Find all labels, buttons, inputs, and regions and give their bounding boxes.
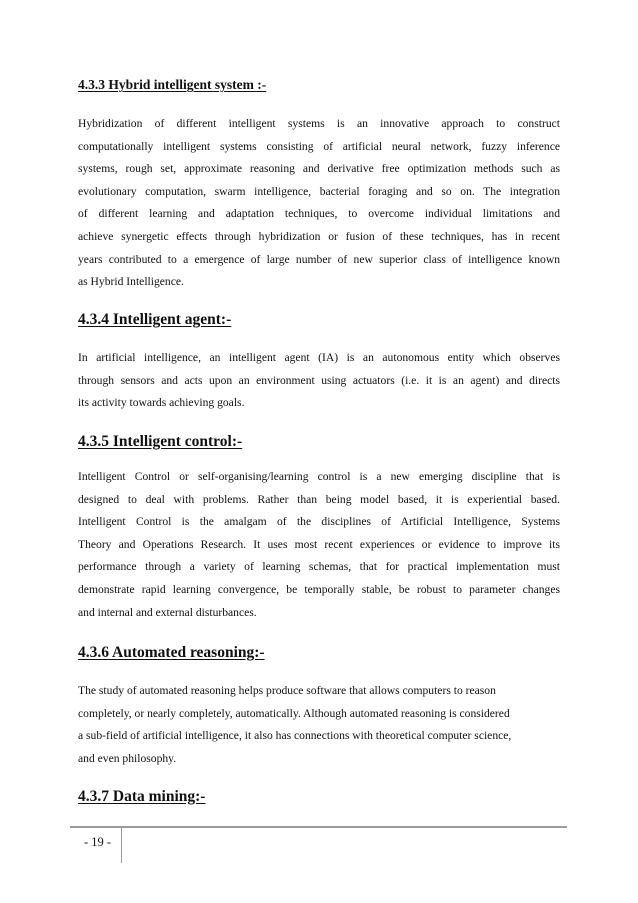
paragraph-line: Hybridization of different intelligent systems is an innovative approach to construct [78,117,560,130]
paragraph-automated-reasoning [78,680,560,770]
footer-divider [121,827,122,863]
paragraph-intelligent-agent [78,347,560,415]
paragraph-line: computationally intelligent systems consisting of artificial neural network, fuzzy inference [78,139,560,153]
paragraph-line: demonstrate rapid learning convergence, be temporally stable, be robust to parameter changes [78,582,560,596]
paragraph-line: performance through a variety of learning schemas, that for practical implementation must [78,560,560,574]
paragraph-line: a sub-field of artificial intelligence, it also has connections with theoretical computer science, [78,729,512,743]
paragraph-intelligent-control [78,466,560,624]
paragraph-hybrid-intelligent-system [78,113,560,294]
paragraph-line: of different learning and adaptation techniques, to overcome individual limitations and [78,207,560,221]
paragraph-line: achieve synergetic effects through hybridization or fusion of these techniques, has in recent [78,229,560,243]
paragraph-line: Intelligent Control is the amalgam of the disciplines of Artificial Intelligence, Systems [78,515,560,529]
paragraph-line: systems, rough set, approximate reasoning and derivative free optimization methods such as [78,162,560,176]
paragraph-line: The study of automated reasoning helps produce software that allows computers to reason [78,684,496,697]
page-number: - 19 - [84,835,112,849]
paragraph-line: evolutionary computation, swarm intelligence, bacterial foraging and so on. The integration [78,184,560,198]
section-heading-automated-reasoning: 4.3.6 Automated reasoning:- [78,644,265,661]
paragraph-line: as Hybrid Intelligence. [78,275,184,289]
footer-rule [70,826,567,828]
section-heading-data-mining: 4.3.7 Data mining:- [78,788,206,805]
section-heading-intelligent-agent: 4.3.4 Intelligent agent:- [78,311,232,328]
section-heading-intelligent-control: 4.3.5 Intelligent control:- [78,433,243,450]
paragraph-line: In artificial intelligence, an intelligent agent (IA) is an autonomous entity which observes [78,351,560,364]
paragraph-line: Intelligent Control or self-organising/learning control is a new emerging discipline that is [78,470,560,483]
paragraph-line: through sensors and acts upon an environment using actuators (i.e. it is an agent) and directs [78,373,560,387]
paragraph-line: its activity towards achieving goals. [78,396,245,410]
paragraph-line: and even philosophy. [78,751,177,765]
paragraph-line: years contributed to a emergence of large number of new superior class of intelligence known [78,252,560,266]
paragraph-line: designed to deal with problems. Rather than being model based, it is experiential based. [78,492,560,506]
paragraph-line: completely, or nearly completely, automatically. Although automated reasoning is considered [78,706,510,720]
paragraph-line: and internal and external disturbances. [78,605,257,619]
section-heading-hybrid-intelligent-system: 4.3.3 Hybrid intelligent system :- [78,77,267,92]
paragraph-line: Theory and Operations Research. It uses most recent experiences or evidence to improve its [78,537,560,551]
